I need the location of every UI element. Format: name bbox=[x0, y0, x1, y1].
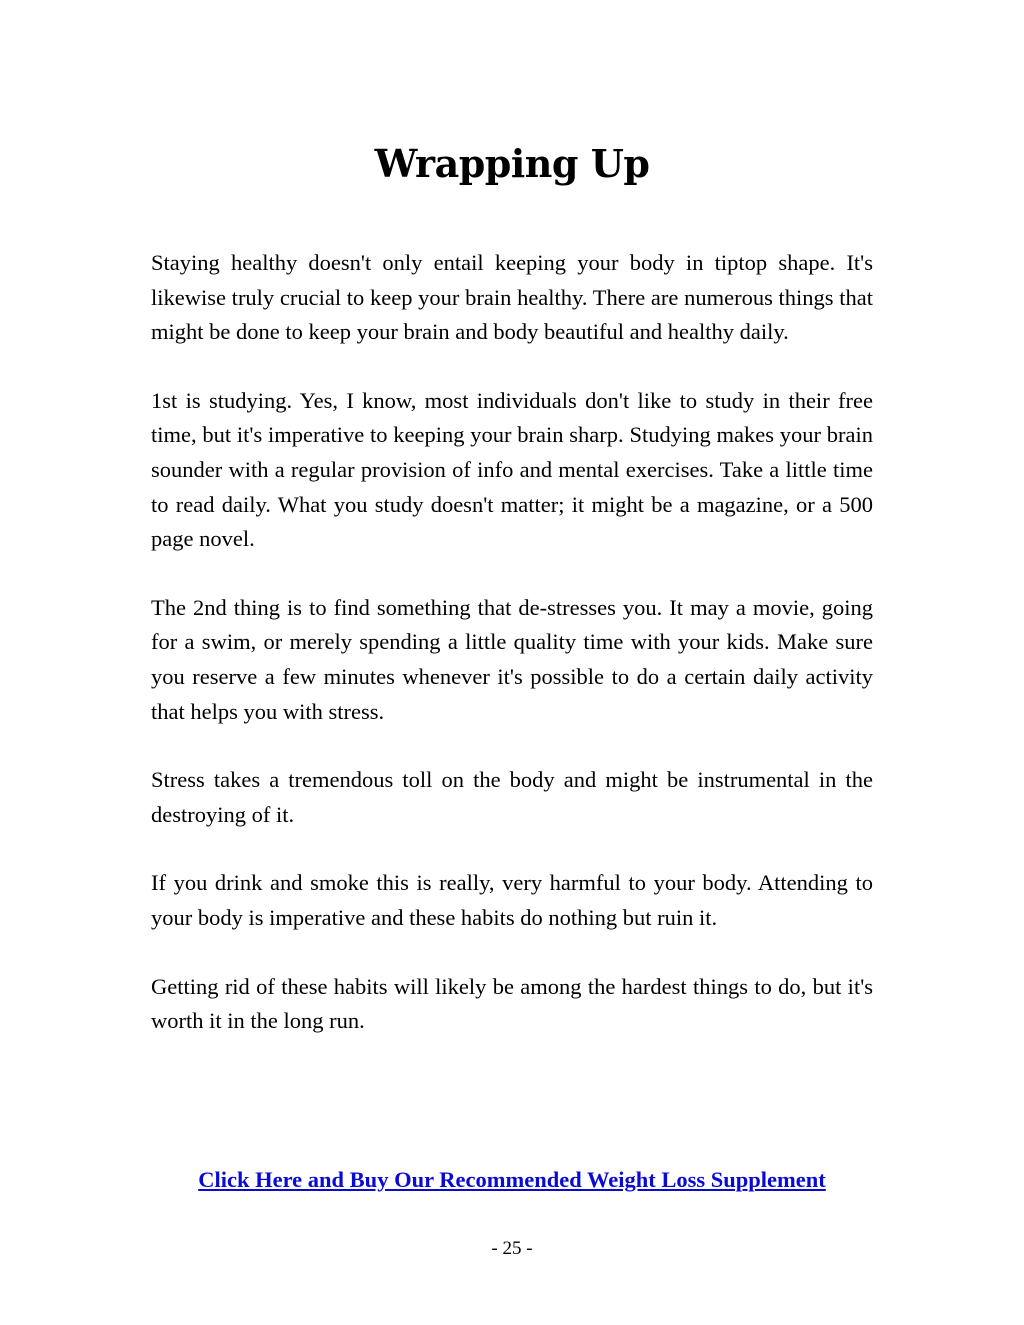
paragraph-6: Getting rid of these habits will likely be among the hardest things to do, but it's worth it in the long run. bbox=[151, 973, 873, 1034]
paragraph-1: Staying healthy doesn't only entail keeping your body in tiptop shape. It's likewise truly crucial to keep your brain healthy. There are numerous things that might be done to keep your brain and body beautiful and healthy daily. bbox=[151, 250, 873, 345]
paragraph-5: If you drink and smoke this is really, very harmful to your body. Attending to your body is imperative and these habits do nothing but ruin it. bbox=[151, 870, 873, 930]
supplement-link[interactable]: Click Here and Buy Our Recommended Weight Loss Supplement bbox=[198, 1167, 826, 1192]
paragraph-3: The 2nd thing is to find something that de-stresses you. It may a movie, going for a swim, or merely spending a little quality time with your kids. Make sure you reserve a few minutes whenever it's possible to do a certain daily activity that helps you with stress. bbox=[151, 594, 873, 724]
link-line bbox=[151, 1163, 873, 1197]
paragraph-4: Stress takes a tremendous toll on the body and might be instrumental in the destroying of it. bbox=[151, 767, 873, 827]
body-text bbox=[151, 246, 873, 1073]
paragraph-2: 1st is studying. Yes, I know, most individuals don't like to study in their free time, but it's imperative to keeping your brain sharp. Studying makes your brain sounder with a regular provision of info and mental exercises. Take a little time to read daily. What you study doesn't matter; it might be a magazine, or a 500 page novel. bbox=[151, 387, 873, 552]
page-title: Wrapping Up bbox=[374, 141, 650, 186]
page-number: - 25 - bbox=[491, 1238, 533, 1259]
